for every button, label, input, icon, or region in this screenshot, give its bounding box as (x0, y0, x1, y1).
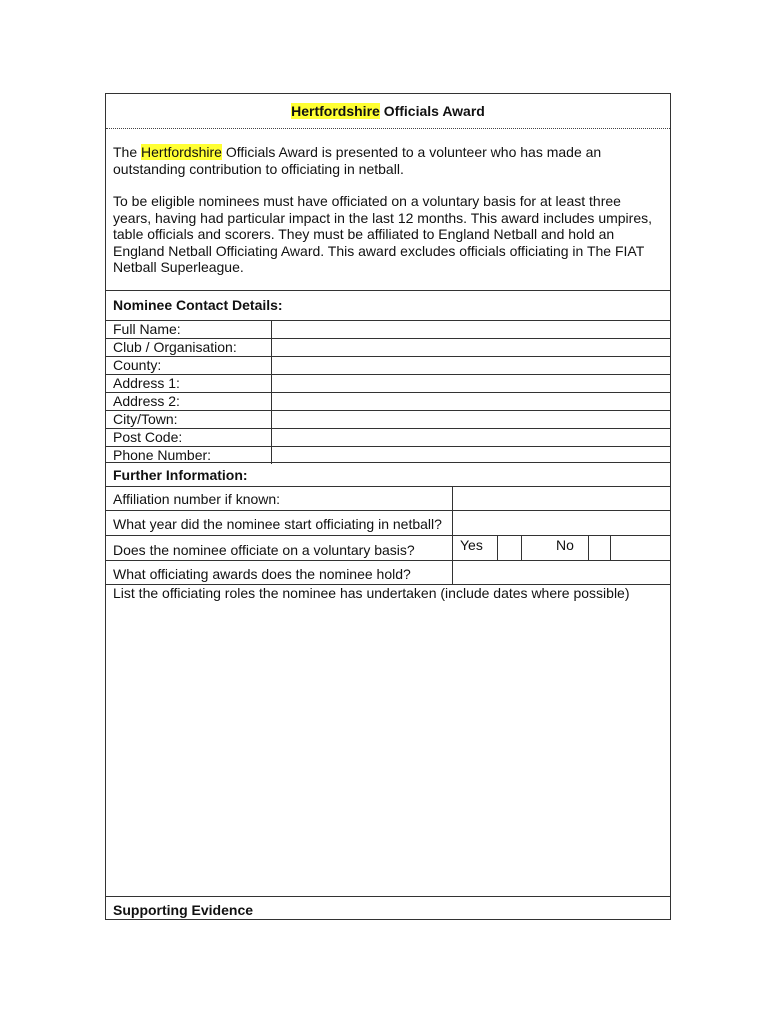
intro-prefix: The (113, 144, 142, 160)
yn-blank-cell (610, 536, 670, 560)
address-1-label: Address 1: (113, 375, 180, 391)
full-name-label: Full Name: (113, 321, 181, 337)
yes-label-cell (452, 536, 497, 560)
post-code-field[interactable] (271, 428, 671, 446)
city-field[interactable] (271, 410, 671, 428)
no-checkbox[interactable] (588, 536, 610, 560)
title-highlight: Hertfordshire (291, 103, 380, 119)
award-form (105, 93, 671, 920)
intro-highlight: Hertfordshire (141, 144, 222, 160)
county-label: County: (113, 357, 162, 373)
further-information-heading: Further Information: (106, 462, 670, 487)
no-label-cell (521, 536, 588, 560)
contact-row-city (106, 410, 670, 428)
start-year-row (106, 510, 670, 535)
start-year-field[interactable] (452, 511, 670, 535)
start-year-label: What year did the nominee start officiating in netball? (113, 516, 442, 532)
county-field[interactable] (271, 356, 671, 374)
roles-label: List the officiating roles the nominee has undertaken (include dates where possible) (113, 585, 630, 601)
nominee-contact-heading: Nominee Contact Details: (113, 297, 283, 313)
supporting-evidence-heading: Supporting Evidence (113, 902, 254, 918)
voluntary-row (106, 535, 670, 560)
awards-label: What officiating awards does the nominee hold? (113, 566, 411, 582)
contact-row-county (106, 356, 670, 374)
intro-rest: Officials Award is presented to a volunteer who has made an outstanding contribution to officiating in netball. (113, 144, 602, 177)
club-field[interactable] (271, 338, 671, 356)
affiliation-label: Affiliation number if known: (113, 491, 281, 507)
address-1-field[interactable] (271, 374, 671, 392)
contact-row-full-name (106, 320, 670, 338)
phone-label: Phone Number: (113, 447, 212, 463)
form-title (106, 94, 670, 129)
contact-row-address-2 (106, 392, 670, 410)
intro-paragraph-1 (113, 144, 662, 177)
address-2-label: Address 2: (113, 393, 180, 409)
affiliation-row (106, 486, 670, 510)
voluntary-label: Does the nominee officiate on a voluntary basis? (113, 542, 415, 558)
yes-checkbox[interactable] (497, 536, 521, 560)
intro-section (106, 129, 670, 291)
contact-row-address-1 (106, 374, 670, 392)
post-code-label: Post Code: (113, 429, 183, 445)
club-label: Club / Organisation: (113, 339, 237, 355)
yes-label: Yes (460, 537, 483, 553)
full-name-field[interactable] (271, 320, 671, 338)
title-text: Officials Award (383, 103, 485, 119)
roles-area[interactable] (106, 584, 670, 896)
contact-row-post-code (106, 428, 670, 446)
no-label: No (556, 537, 574, 553)
awards-row (106, 560, 670, 584)
affiliation-field[interactable] (452, 487, 670, 510)
supporting-evidence-row (106, 896, 670, 921)
intro-paragraph-2: To be eligible nominees must have officiated on a voluntary basis for at least three years, having had particular impact in the last 12 months. This award includes umpires, table officials and scorers. They must be affiliated to England Netball and hold an England Netball Officiating Award. This award excludes officials officiating in The FIAT Netball Superleague. (113, 193, 653, 275)
city-label: City/Town: (113, 411, 178, 427)
contact-row-club (106, 338, 670, 356)
awards-field[interactable] (452, 561, 670, 584)
address-2-field[interactable] (271, 392, 671, 410)
